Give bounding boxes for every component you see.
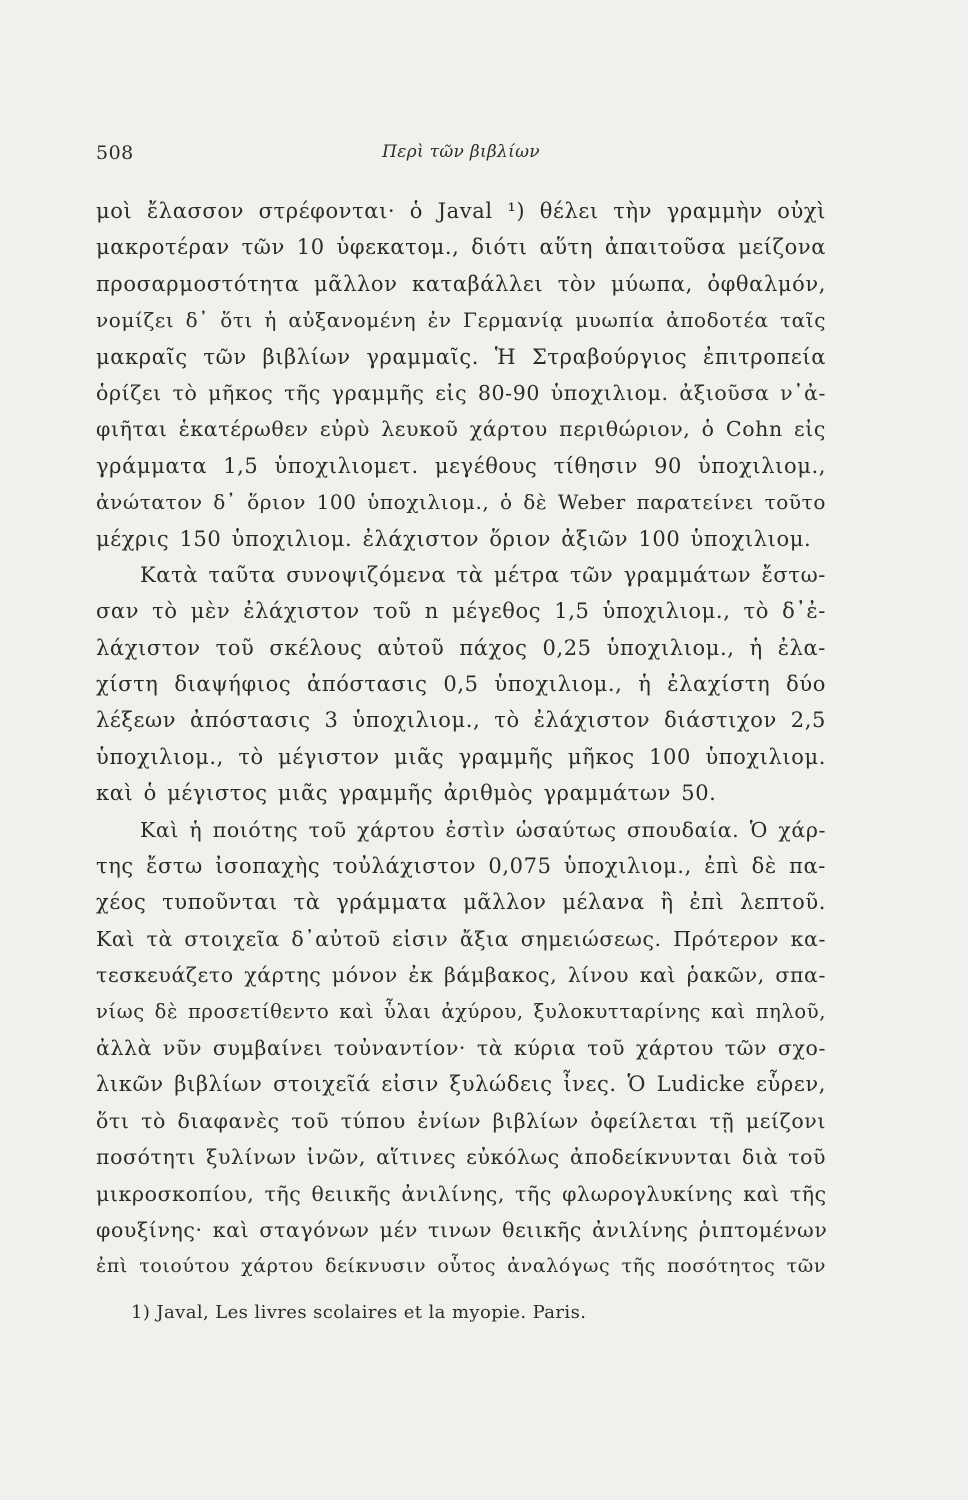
text-line: γράμματα 1,5 ὑποχιλιομετ. μεγέθους τίθησιν 90 ὑποχιλιομ., (96, 453, 826, 478)
running-title: Περὶ τῶν βιβλίων (382, 142, 540, 162)
text-line: ὅτι τὸ διαφανὲς τοῦ τύπου ἐνίων βιβλίων ὀφείλεται τῇ μείζονι (96, 1108, 826, 1133)
text-line: νομίζει δ᾽ ὅτι ἡ αὐξανομένη ἐν Γερμανίᾳ μυωπία ἀποδοτέα ταῖς (96, 308, 826, 333)
text-line: σαν τὸ μὲν ἐλάχιστον τοῦ n μέγεθος 1,5 ὑποχιλιομ., τὸ δ᾽ἐ- (96, 599, 826, 624)
text-line: προσαρμοστότητα μᾶλλον καταβάλλει τὸν μύωπα, ὀφθαλμόν, (96, 271, 826, 296)
text-line: λέξεων ἀπόστασις 3 ὑποχιλιομ., τὸ ἐλάχιστον διάστιχον 2,5 (96, 708, 826, 733)
text-line: χίστη διαψήφιος ἀπόστασις 0,5 ὑποχιλιομ., ἡ ἐλαχίστη δύο (96, 672, 826, 697)
text-line: ἐπὶ τοιούτου χάρτου δείκνυσιν οὗτος ἀναλόγως τῆς ποσότητος τῶν (96, 1255, 826, 1278)
text-line: μακραῖς τῶν βιβλίων γραμμαῖς. Ἡ Στραβούργιος ἐπιτροπεία (96, 344, 826, 369)
footnote: 1) Javal, Les livres scolaires et la myopie. Paris. (131, 1302, 587, 1323)
text-line: ὑποχιλιομ., τὸ μέγιστον μιᾶς γραμμῆς μῆκος 100 ὑποχιλιομ. (96, 744, 826, 769)
text-line: τεσκευάζετο χάρτης μόνον ἐκ βάμβακος, λίνου καὶ ῥακῶν, σπα- (96, 963, 826, 988)
text-line: μέχρις 150 ὑποχιλιομ. ἐλάχιστον ὅριον ἀξιῶν 100 ὑποχιλιομ. (96, 526, 812, 551)
text-line: μοὶ ἔλασσον στρέφονται· ὁ Javal ¹) θέλει τὴν γραμμὴν οὐχὶ (96, 199, 826, 223)
text-line: Καὶ ἡ ποιότης τοῦ χάρτου ἐστὶν ὡσαύτως σπουδαία. Ὁ χάρ- (140, 817, 826, 842)
text-line: νίως δὲ προσετίθεντο καὶ ὗλαι ἀχύρου, ξυλοκυτταρίνης καὶ πηλοῦ, (96, 999, 826, 1023)
text-line: λικῶν βιβλίων στοιχεῖά εἰσιν ξυλώδεις ἶνες. Ὁ Ludicke εὗρεν, (96, 1072, 826, 1097)
body-text (96, 193, 826, 1285)
page-header (96, 142, 826, 176)
text-line: ἀλλὰ νῦν συμβαίνει τοὐναντίον· τὰ κύρια τοῦ χάρτου τῶν σχο- (96, 1035, 826, 1060)
text-line: μακροτέραν τῶν 10 ὑφεκατομ., διότι αὕτη ἀπαιτοῦσα μείζονα (96, 235, 826, 260)
text-line: της ἔστω ἰσοπαχὴς τοὐλάχιστον 0,075 ὑποχιλιομ., ἐπὶ δὲ πα- (96, 854, 826, 879)
text-line: καὶ ὁ μέγιστος μιᾶς γραμμῆς ἀριθμὸς γραμμάτων 50. (96, 781, 717, 806)
text-line: ποσότητι ξυλίνων ἰνῶν, αἵτινες εὐκόλως ἀποδείκνυνται διὰ τοῦ (96, 1145, 827, 1170)
text-line: Κατὰ ταῦτα συνοψιζόμενα τὰ μέτρα τῶν γραμμάτων ἔστω- (140, 562, 826, 587)
text-line: ὁρίζει τὸ μῆκος τῆς γραμμῆς εἰς 80-90 ὑποχιλιομ. ἀξιοῦσα ν᾽ἀ- (96, 380, 826, 405)
text-line: λάχιστον τοῦ σκέλους αὐτοῦ πάχος 0,25 ὑποχιλιομ., ἡ ἐλα- (96, 635, 826, 660)
text-line: ἀνώτατον δ᾽ ὅριον 100 ὑποχιλιομ., ὁ δὲ Weber παρατείνει τοῦτο (96, 490, 826, 515)
text-line: Καὶ τὰ στοιχεῖα δ᾽αὐτοῦ εἰσιν ἄξια σημειώσεως. Πρότερον κα- (96, 926, 826, 951)
text-line: χέος τυποῦνται τὰ γράμματα μᾶλλον μέλανα ἢ ἐπὶ λεπτοῦ. (96, 890, 826, 915)
text-line: φουξίνης· καὶ σταγόνων μέν τινων θειικῆς ἀνιλίνης ῥιπτομένων (96, 1217, 828, 1242)
text-line: μικροσκοπίου, τῆς θειικῆς ἀνιλίνης, τῆς φλωρογλυκίνης καὶ τῆς (96, 1181, 827, 1206)
page-number: 508 (96, 142, 134, 164)
text-line: φιῆται ἑκατέρωθεν εὐρὺ λευκοῦ χάρτου περιθώριον, ὁ Cohn εἰς (96, 417, 826, 442)
